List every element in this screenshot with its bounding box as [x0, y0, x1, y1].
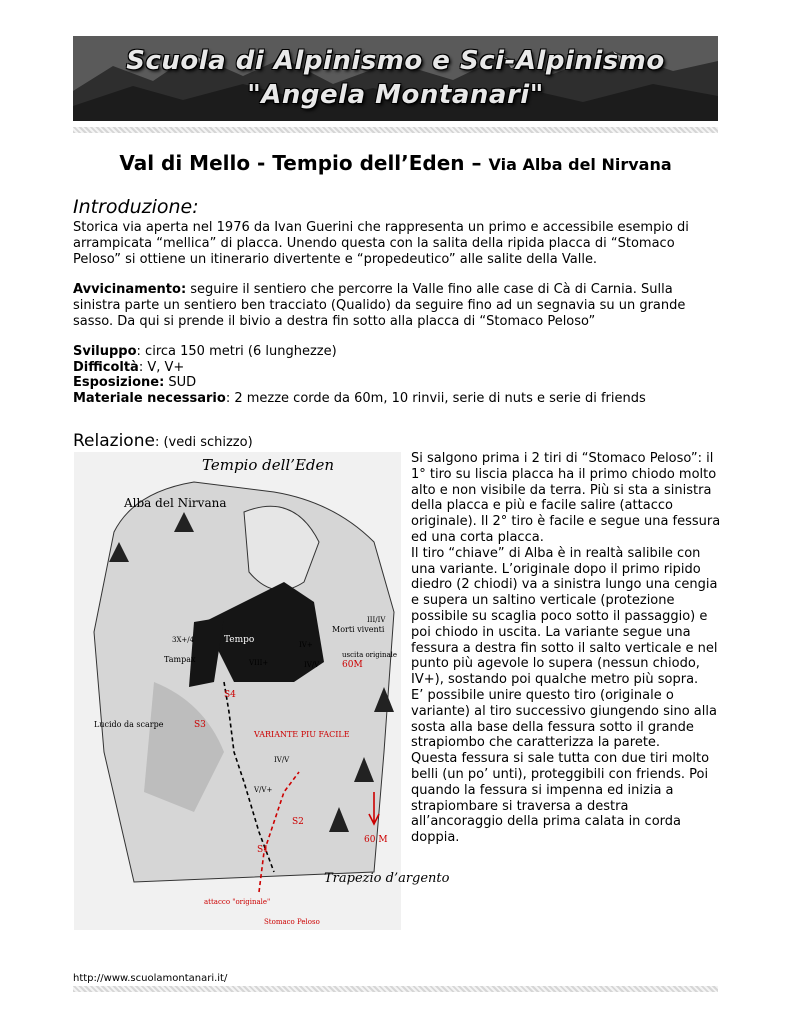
sketch-route-name: Alba del Nirvana	[124, 496, 227, 510]
sketch-60m-bottom: 60 M	[364, 835, 388, 845]
top-divider	[73, 127, 718, 133]
spec-value: : circa 150 metri (6 lunghezze)	[136, 344, 337, 359]
sketch-grade-5: III/IV	[367, 616, 386, 624]
relazione-title: Relazione	[73, 431, 155, 451]
sketch-s2: S2	[292, 817, 304, 827]
sketch-grade-4: 3X+/4	[172, 636, 195, 644]
sketch-s4: S4	[224, 690, 236, 700]
sketch-grade-1: IV+	[299, 641, 313, 649]
header-banner	[73, 36, 718, 121]
sketch-morti: Morti viventi	[332, 625, 385, 634]
footer-url: http://www.scuolamontanari.it/	[73, 973, 228, 984]
spec-sviluppo	[73, 344, 646, 360]
spec-label: Materiale necessario	[73, 390, 226, 406]
intro-heading: Introduzione:	[73, 196, 199, 218]
sketch-s1: S1	[257, 845, 269, 855]
sketch-grade-2: IV/V	[304, 661, 320, 669]
approach-paragraph	[73, 282, 718, 330]
sketch-lucido: Lucido da scarpe	[94, 720, 164, 729]
spec-label: Difficoltà	[73, 359, 139, 375]
banner-line-1: Scuola di Alpinismo e Sci-Alpinismo	[126, 46, 665, 76]
spec-difficolta	[73, 360, 646, 376]
spec-materiale	[73, 391, 646, 407]
route-sketch	[74, 452, 450, 930]
sketch-trapezio: Trapezio d’argento	[324, 871, 450, 886]
sketch-tampax: Tampax	[164, 655, 196, 664]
relazione-heading	[73, 431, 253, 451]
page-title	[0, 151, 791, 175]
spec-esposizione	[73, 375, 646, 391]
relazione-text: Si salgono prima i 2 tiri di “Stomaco Peloso”: il 1° tiro su liscia placca ha il primo chiodo molto alto e non visibile da terra. Più si sta a sinistra della placca e più e facile salire (attacco originale). Il 2° tiro è facile e segue una fessura ed una corta placca. Il tiro “chiave” di Alba è in realtà salibile con una variante. L’originale dopo il primo ripido diedro (2 chiodi) va a sinistra lungo una cengia e supera un saltino verticale (protezione possibile su scaglia poco sotto il passaggio) e poi chiodo in uscita. La variante segue una fessura a destra fin sotto il salto verticale e nel punto più agevole lo supera (nessun chiodo, IV+), sostando poi qualche metro più sopra. E’ possibile unire questo tiro (originale o variante) al tiro successivo giungendo sino alla sosta alla base della fessura sotto il grande strapiombo che caratterizza la parete. Questa fessura si sale tutta con due tiri molto belli (un po’ unti), proteggibili con friends. Poi quando la fessura si impenna ed inizia a strapiombare si traversa a destra all’ancoraggio della prima calata in corda doppia.	[411, 451, 721, 846]
spec-value: : 2 mezze corde da 60m, 10 rinvii, serie di nuts e serie di friends	[225, 390, 646, 406]
sketch-grade-6: V/V+	[254, 786, 273, 794]
bottom-divider	[73, 986, 718, 992]
sketch-uscita: uscita originale	[342, 651, 398, 659]
title-main: Val di Mello - Tempio dell’Eden –	[119, 151, 482, 175]
spec-label: Esposizione:	[73, 375, 165, 390]
sketch-grade-3: IV/V	[274, 756, 290, 764]
spec-value: : V, V+	[138, 359, 185, 375]
sketch-stomaco: Stomaco Peloso	[264, 918, 320, 926]
sketch-grade-viii: VIII+	[249, 659, 269, 667]
title-sub: Via Alba del Nirvana	[488, 155, 672, 174]
sketch-s3: S3	[194, 720, 206, 730]
spec-value: SUD	[164, 375, 197, 390]
specs-list	[73, 344, 646, 406]
sketch-tempo: Tempo	[224, 635, 255, 645]
relazione-note: : (vedi schizzo)	[154, 435, 253, 450]
sketch-attacco: attacco "originale"	[204, 898, 271, 906]
approach-text: seguire il sentiero che percorre la Valle fino alle case di Cà di Carnia. Sulla sinistra parte un sentiero ben tracciato (Qualido) da seguire fino ad un segnavia su un grande sasso. Da qui si prende il bivio a destra fin sotto alla placca di “Stomaco Peloso”	[73, 282, 686, 329]
approach-label: Avvicinamento:	[73, 282, 187, 297]
intro-text: Storica via aperta nel 1976 da Ivan Guerini che rappresenta un primo e accessibile esempio di arrampicata “mellica” di placca. Unendo questa con la salita della ripida placca di “Stomaco Peloso” si ottiene un itinerario divertente e “propedeutico” alle salite della Valle.	[73, 220, 689, 267]
banner-line-2: "Angela Montanari"	[247, 80, 544, 110]
sketch-60m-top: 60M	[342, 660, 363, 670]
spec-label: Sviluppo	[73, 344, 137, 359]
sketch-variante: VARIANTE PIU FACILE	[254, 730, 350, 739]
sketch-title: Tempio dell’Eden	[202, 456, 335, 474]
